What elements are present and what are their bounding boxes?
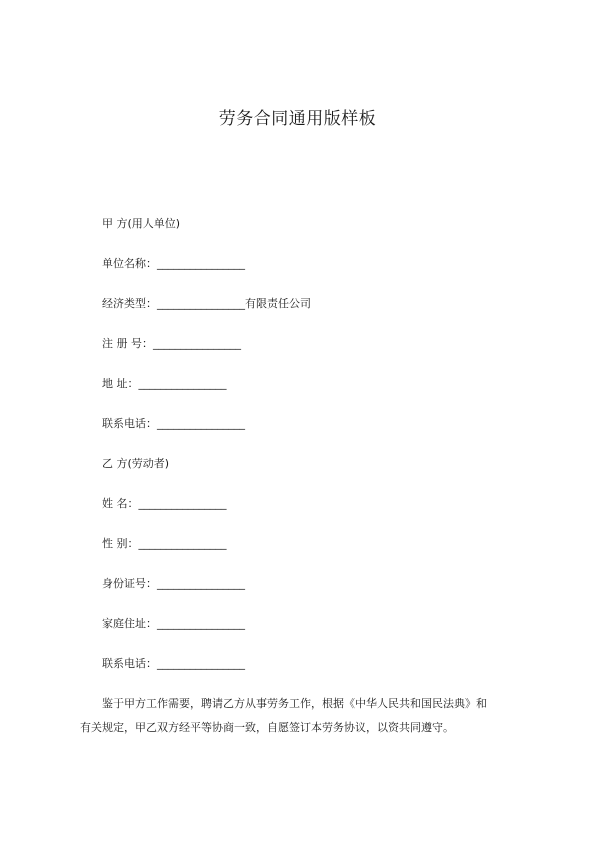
intro-line-2: 有关规定，甲乙双方经平等协商一致，自愿签订本劳务协议，以资共同遵守。 [80, 721, 454, 734]
party-a-registration-no: 注 册 号：________________ [102, 337, 241, 350]
party-a-phone: 联系电话：________________ [102, 417, 245, 430]
document-title: 劳务合同通用版样板 [218, 109, 377, 129]
intro-line-1 [80, 692, 532, 716]
party-b-home-address: 家庭住址：________________ [102, 617, 245, 630]
party-a-economic-type: 经济类型：________________有限责任公司 [102, 297, 311, 310]
party-a-address: 地 址：________________ [102, 377, 227, 390]
intro-paragraph [80, 692, 532, 740]
intro-line-1-text: 鉴于甲方工作需要，聘请乙方从事劳务工作，根据《中华人民共和国民法典》和 [102, 697, 487, 710]
party-b-id-number: 身份证号：________________ [102, 577, 245, 590]
party-b-gender: 性 别：________________ [102, 537, 227, 550]
party-b-name: 姓 名：________________ [102, 497, 227, 510]
party-b-phone: 联系电话：________________ [102, 657, 245, 670]
party-a-heading: 甲 方(用人单位) [102, 217, 181, 230]
party-b-heading: 乙 方(劳动者) [102, 457, 170, 470]
party-a-unit-name: 单位名称：________________ [102, 257, 245, 270]
